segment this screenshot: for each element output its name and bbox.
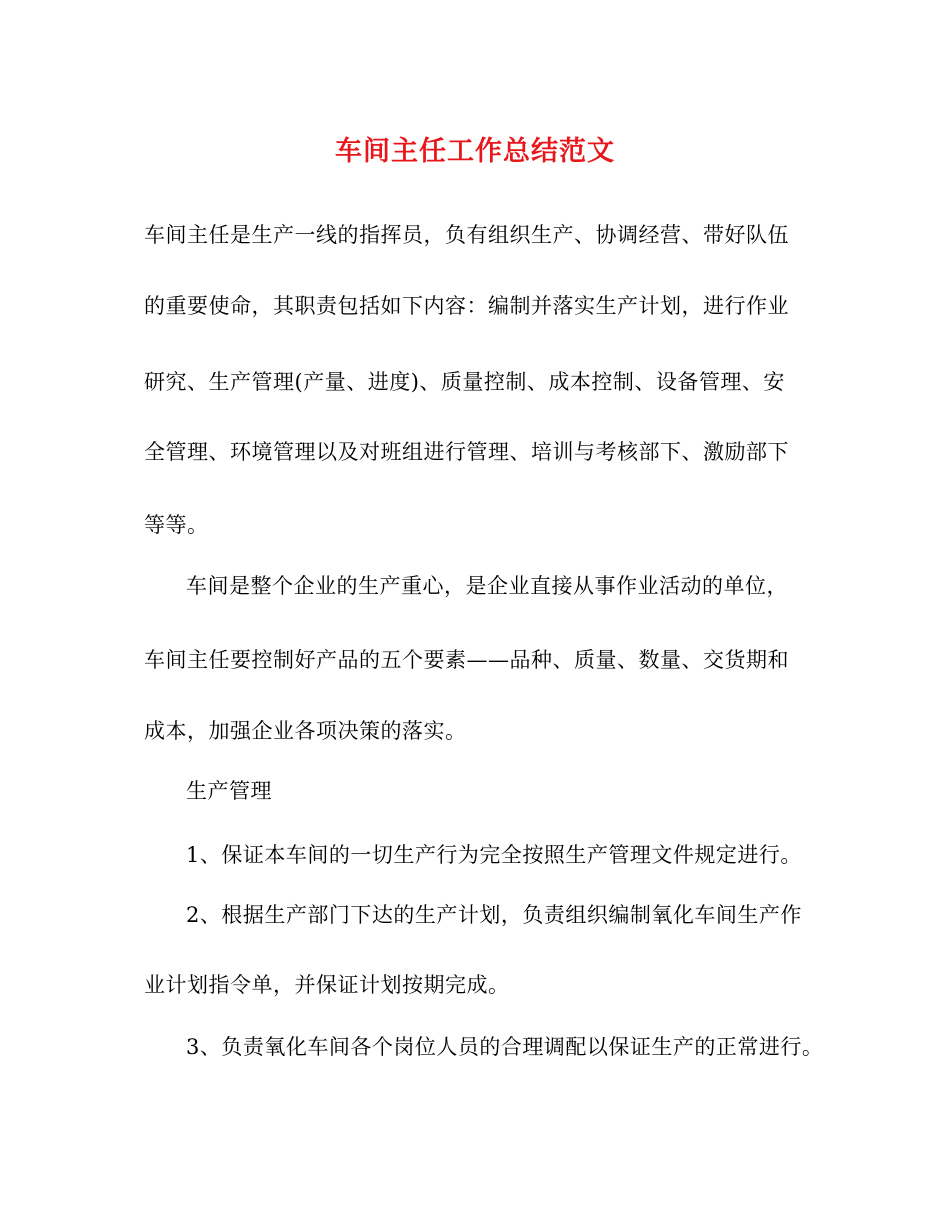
list-item: 3、负责氧化车间各个岗位人员的合理调配以保证生产的正常进行。 bbox=[186, 1035, 824, 1059]
paragraph-line: 的重要使命，其职责包括如下内容：编制并落实生产计划，进行作业 bbox=[144, 294, 789, 318]
paragraph-line: 车间主任是生产一线的指挥员，负有组织生产、协调经营、带好队伍 bbox=[144, 223, 789, 247]
paragraph-line: 全管理、环境管理以及对班组进行管理、培训与考核部下、激励部下 bbox=[144, 440, 789, 464]
list-item: 2、根据生产部门下达的生产计划，负责组织编制氧化车间生产作 bbox=[186, 903, 802, 927]
paragraph-line: 车间是整个企业的生产重心，是企业直接从事作业活动的单位， bbox=[186, 574, 788, 598]
paragraph-line: 研究、生产管理(产量、进度)、质量控制、成本控制、设备管理、安 bbox=[144, 370, 785, 394]
section-heading: 生产管理 bbox=[186, 779, 272, 803]
paragraph-line: 等等。 bbox=[144, 513, 209, 537]
paragraph-line: 成本，加强企业各项决策的落实。 bbox=[144, 719, 467, 743]
document-title: 车间主任工作总结范文 bbox=[335, 136, 615, 167]
list-item: 1、保证本车间的一切生产行为完全按照生产管理文件规定进行。 bbox=[186, 843, 802, 867]
list-item-continuation: 业计划指令单，并保证计划按期完成。 bbox=[144, 973, 510, 997]
paragraph-line: 车间主任要控制好产品的五个要素——品种、质量、数量、交货期和 bbox=[144, 648, 789, 672]
